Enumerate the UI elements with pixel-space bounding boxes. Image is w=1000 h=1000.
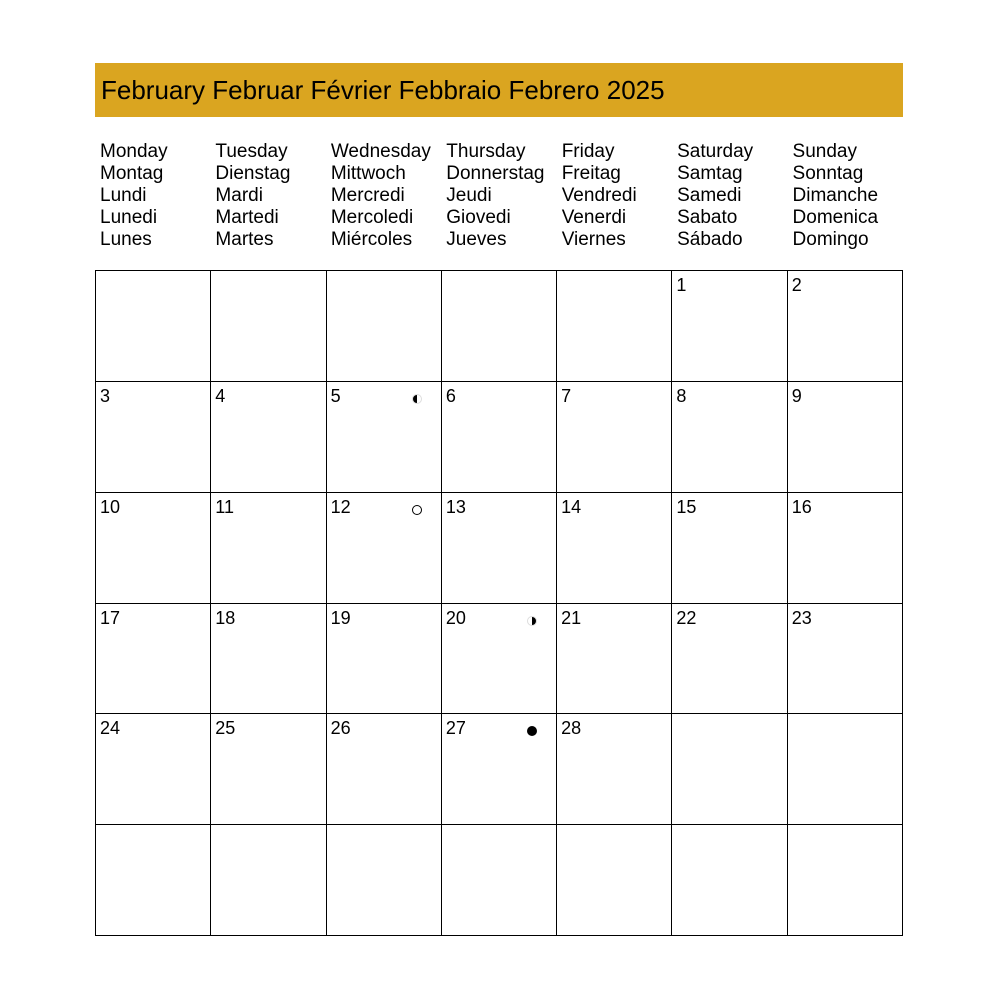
empty-day-cell — [788, 825, 903, 936]
weekday-header-row — [95, 141, 903, 251]
weekday-label: Mercoledi — [330, 207, 414, 228]
day-cell-8 — [672, 382, 787, 493]
day-cell-24 — [96, 714, 211, 825]
empty-day-cell — [557, 825, 672, 936]
weekday-label: Lundi — [100, 185, 147, 206]
day-cell-21 — [557, 604, 672, 715]
empty-day-cell — [211, 825, 326, 936]
empty-day-cell — [96, 825, 211, 936]
day-cell-6 — [442, 382, 557, 493]
day-number: 8 — [676, 385, 687, 406]
weekday-label: Sonntag — [792, 163, 864, 184]
day-number: 27 — [445, 718, 466, 739]
day-cell-7 — [557, 382, 672, 493]
day-cell-25 — [211, 714, 326, 825]
day-cell-9 — [788, 382, 903, 493]
day-number: 22 — [676, 607, 697, 628]
day-cell-11 — [211, 493, 326, 604]
day-cell-13 — [442, 493, 557, 604]
day-cell-19 — [327, 604, 442, 715]
empty-day-cell — [96, 271, 211, 382]
weekday-label: Thursday — [446, 141, 526, 162]
day-number: 10 — [100, 496, 121, 517]
month-title: February Februar Février Febbraio Febrero 2025 — [101, 75, 665, 105]
calendar-grid — [95, 270, 903, 936]
weekday-label: Sábado — [677, 229, 743, 250]
empty-day-cell — [442, 825, 557, 936]
weekday-label: Lunes — [100, 229, 152, 250]
day-number: 21 — [561, 607, 582, 628]
weekday-label: Wednesday — [330, 141, 431, 162]
day-cell-18 — [211, 604, 326, 715]
day-number: 2 — [791, 275, 802, 295]
weekday-label: Samtag — [677, 163, 743, 184]
weekday-label: Montag — [100, 163, 164, 184]
weekday-label: Domenica — [792, 207, 879, 228]
day-number: 9 — [791, 385, 802, 406]
weekday-label: Mittwoch — [330, 163, 406, 184]
empty-day-cell — [327, 825, 442, 936]
day-number: 16 — [791, 496, 812, 517]
day-number: 11 — [215, 496, 234, 517]
day-number: 20 — [445, 607, 466, 628]
day-cell-4 — [211, 382, 326, 493]
weekday-label: Viernes — [561, 229, 626, 250]
day-cell-10 — [96, 493, 211, 604]
weekday-column-monday — [95, 141, 210, 251]
day-cell-26 — [327, 714, 442, 825]
weekday-label: Jeudi — [446, 185, 492, 206]
weekday-label: Monday — [100, 141, 168, 162]
new-moon-icon — [527, 726, 537, 736]
weekday-label: Freitag — [561, 163, 621, 184]
weekday-label: Mercredi — [330, 185, 405, 206]
weekday-label: Tuesday — [215, 141, 288, 162]
weekday-label: Martes — [215, 229, 274, 250]
full-moon-icon — [412, 505, 422, 515]
weekday-label: Martedi — [215, 207, 279, 228]
day-number: 6 — [445, 385, 456, 406]
day-number: 7 — [561, 385, 572, 406]
weekday-label: Lunedi — [100, 207, 158, 228]
day-number: 19 — [330, 607, 351, 628]
weekday-label: Samedi — [677, 185, 742, 206]
empty-day-cell — [672, 714, 787, 825]
empty-day-cell — [327, 271, 442, 382]
day-number: 18 — [215, 607, 236, 628]
empty-day-cell — [211, 271, 326, 382]
weekday-column-tuesday — [210, 141, 325, 251]
weekday-label: Donnerstag — [446, 163, 545, 184]
weekday-label: Sunday — [792, 141, 857, 162]
weekday-label: Saturday — [677, 141, 754, 162]
day-cell-16 — [788, 493, 903, 604]
day-number: 25 — [215, 718, 236, 739]
weekday-column-sunday — [788, 141, 903, 251]
day-number: 5 — [330, 385, 341, 406]
weekday-label: Vendredi — [561, 185, 637, 206]
weekday-column-thursday — [441, 141, 556, 251]
day-number: 24 — [100, 718, 121, 739]
weekday-column-friday — [557, 141, 672, 251]
weekday-column-wednesday — [326, 141, 441, 251]
day-cell-15 — [672, 493, 787, 604]
weekday-label: Mardi — [215, 185, 263, 206]
day-cell-12 — [327, 493, 442, 604]
weekday-label: Giovedi — [446, 207, 511, 228]
day-cell-3 — [96, 382, 211, 493]
last-quarter-icon — [527, 616, 537, 626]
empty-day-cell — [557, 271, 672, 382]
day-cell-22 — [672, 604, 787, 715]
day-number: 15 — [676, 496, 697, 517]
weekday-label: Sabato — [677, 207, 738, 228]
weekday-column-saturday — [672, 141, 787, 251]
weekday-label: Jueves — [446, 229, 507, 250]
day-cell-20 — [442, 604, 557, 715]
day-cell-14 — [557, 493, 672, 604]
day-cell-23 — [788, 604, 903, 715]
day-cell-1 — [672, 271, 787, 382]
empty-day-cell — [672, 825, 787, 936]
day-number: 28 — [561, 718, 582, 739]
weekday-label: Friday — [561, 141, 615, 162]
day-number: 1 — [676, 275, 687, 295]
empty-day-cell — [442, 271, 557, 382]
day-cell-2 — [788, 271, 903, 382]
day-cell-27 — [442, 714, 557, 825]
day-number: 14 — [561, 496, 582, 517]
day-number: 4 — [215, 385, 226, 406]
weekday-label: Dimanche — [792, 185, 879, 206]
day-cell-17 — [96, 604, 211, 715]
weekday-label: Venerdi — [561, 207, 627, 228]
day-number: 3 — [100, 385, 111, 406]
weekday-label: Domingo — [792, 229, 869, 250]
day-number: 17 — [100, 607, 121, 628]
day-cell-5 — [327, 382, 442, 493]
empty-day-cell — [788, 714, 903, 825]
first-quarter-icon — [412, 394, 422, 404]
month-header — [95, 63, 903, 117]
weekday-label: Miércoles — [330, 229, 413, 250]
day-cell-28 — [557, 714, 672, 825]
day-number: 26 — [330, 718, 351, 739]
day-number: 12 — [330, 496, 351, 517]
day-number: 13 — [445, 496, 466, 517]
weekday-label: Dienstag — [215, 163, 291, 184]
day-number: 23 — [791, 607, 812, 628]
